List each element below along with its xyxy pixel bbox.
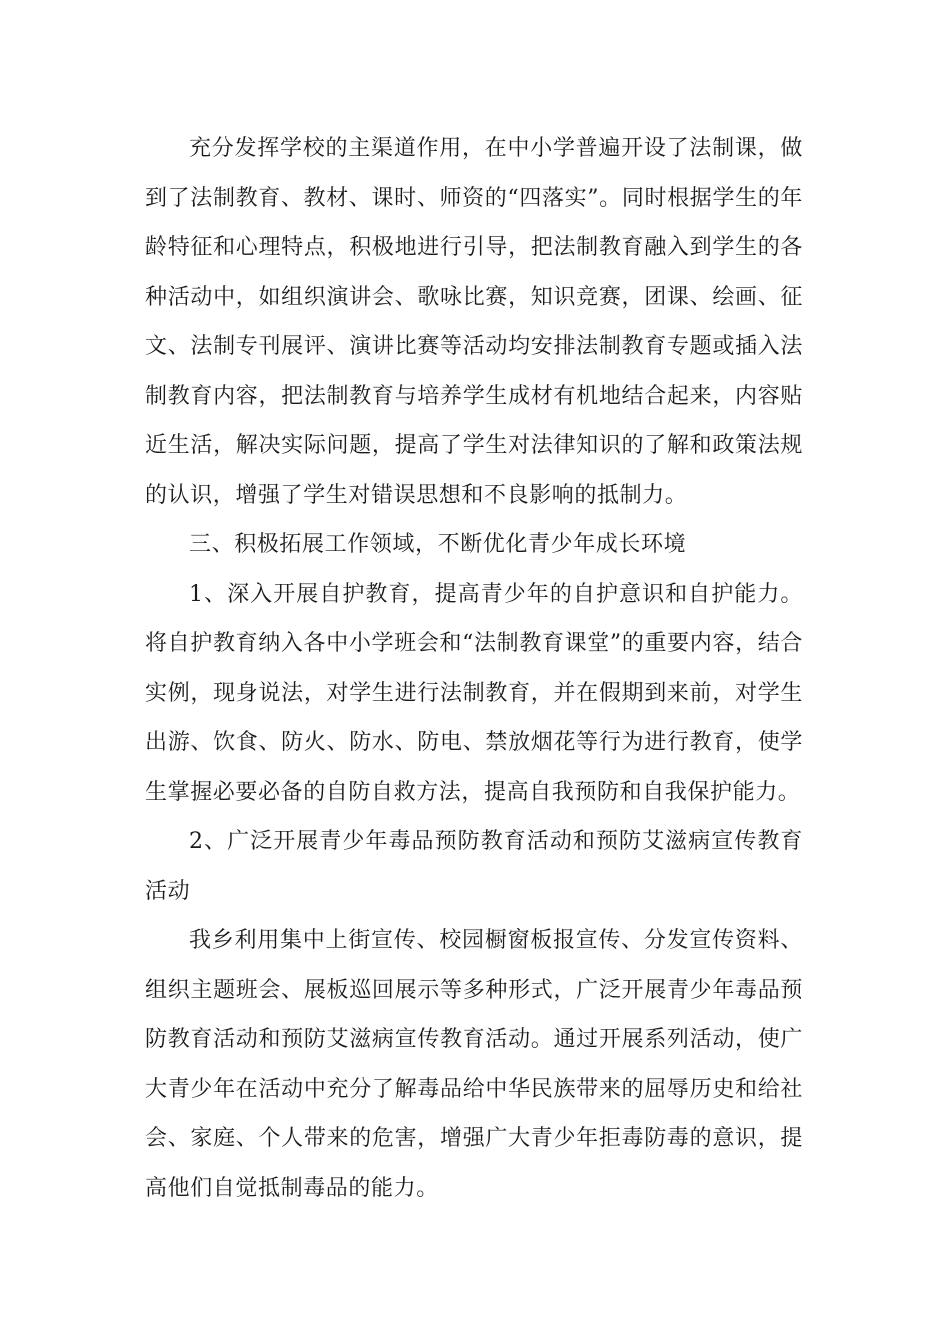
section-heading-three: 三、积极拓展工作领域，不断优化青少年成长环境: [189, 532, 687, 557]
subheading-drug-prevention: 2、广泛开展青少年毒品预防教育活动和预防艾滋病宣传教育活动: [145, 829, 803, 904]
document-body: [145, 124, 803, 1213]
paragraph-self-protection: 1、深入开展自护教育，提高青少年的自护意识和自护能力。将自护教育纳入各中小学班会和“法制教育课堂”的重要内容，结合实例，现身说法，对学生进行法制教育，并在假期到来前，对学生出游、饮食、防火、防水、防电、禁放烟花等行为进行教育，使学生掌握必要必备的自防自救方法，提高自我预防和自我保护能力。: [145, 581, 803, 805]
paragraph-drug-prevention: 我乡利用集中上街宣传、校园橱窗板报宣传、分发宣传资料、组织主题班会、展板巡回展示等多种形式，广泛开展青少年毒品预防教育活动和预防艾滋病宣传教育活动。通过开展系列活动，使广大青少年在活动中充分了解毒品给中华民族带来的屈辱历史和给社会、家庭、个人带来的危害，增强广大青少年拒毒防毒的意识，提高他们自觉抵制毒品的能力。: [145, 928, 803, 1201]
paragraph-legal-education: 充分发挥学校的主渠道作用，在中小学普遍开设了法制课，做到了法制教育、教材、课时、师资的“四落实”。同时根据学生的年龄特征和心理特点，积极地进行引导，把法制教育融入到学生的各种活动中，如组织演讲会、歌咏比赛，知识竞赛，团课、绘画、征文、法制专刊展评、演讲比赛等活动均安排法制教育专题或插入法制教育内容，把法制教育与培养学生成材有机地结合起来，内容贴近生活，解决实际问题，提高了学生对法律知识的了解和政策法规的认识，增强了学生对错误思想和不良影响的抵制力。: [145, 136, 803, 508]
